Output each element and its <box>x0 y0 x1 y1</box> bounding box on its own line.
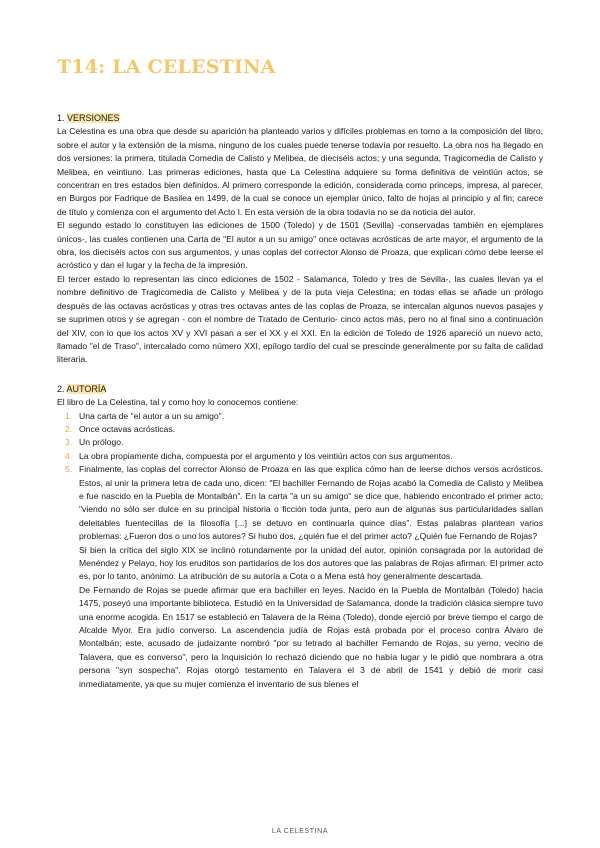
list-item-text: La obra propiamente dicha, compuesta por el argumento y los veintiún actos con sus argumentos. <box>79 450 453 461</box>
document-body <box>57 112 543 691</box>
list-item <box>79 463 543 691</box>
list-item <box>79 450 543 463</box>
paragraph: La Celestina es una obra que desde su aparición ha planteado varios y difíciles problemas en torno a la composición del libro, sobre el autor y la extensión de la misma, ninguno de los cuales puede tenerse todavía por resuelto. La obra nos ha llegado en dos versiones: la primera, titulada Comedia de Calisto y Melibea, de dieciséis actos; y una segunda, Tragicomedia de Calisto y Melibea, en veintiuno. Las primeras ediciones, hasta que La Celestina adquiere su forma definitiva de veintiún actos, se concentran en tres estados bien definidos. Al primero corresponde la edición, considerada como princeps, impresa, al parecer, en Burgos por Fadrique de Basilea en 1499, de la cual se conoce un ejemplar único, falto de hojas al principio y al fin; carece de título y comienza con el argumento del Acto I. En esta versión de la obra todavía no se da noticia del autor. <box>57 126 543 217</box>
list-item-text: Una carta de "el autor a un su amigo". <box>79 410 225 421</box>
paragraph: Si bien la crítica del siglo XIX se inclinó rotundamente por la unidad del autor, opinión consagrada por la autoridad de Menéndez y Pelayo, hoy los eruditos son partidarios de los dos autores que las palabras de Rojas afirman. El primer acto es, por lo tanto, anónimo. La atribución de su autoría a Cota o a Mena está hoy generalmente descartada. <box>79 544 543 582</box>
section-number: 1. <box>57 113 65 123</box>
paragraph: El tercer estado lo representan las cinco ediciones de 1502 - Salamanca, Toledo y tres de Sevilla-, las cuales llevan ya el nombre definitivo de Tragicomedia de Calisto y Melibea y de la puta vieja Celestina; en todas ellas se añade un prólogo después de las octavas acrósticas y otras tres octavas antes de las coplas de Proaza, se intercalan algunos nuevos pasajes y se suprimen otros y se agregan - con el nombre de Tratado de Centurio- cinco actos más, pero no al final sino a continuación del XIV, con lo que los actos XV y XVI pasan a ser el XX y el XXI. En la edición de Toledo de 1926 apareció un nuevo acto, llamado "el de Traso", intercalado como número XXI, epílogo tardío del cual se prescinde generalmente por su falta de calidad literaria. <box>57 273 543 365</box>
section-heading-versiones <box>57 112 543 125</box>
list-item-text: Finalmente, las coplas del corrector Alonso de Proaza en las que explica cómo han de leerse dichos versos acrósticos. Estos, al unir la primera letra de cada uno, dicen: "El bachiller Fernando de Rojas acabó la Comedia de Calisto y Melibea e fue nascido en la Puebla de Montalbán". En la carta "a un su amigo" se dice que, habiendo encontrado el primer acto, "viendo no sólo ser dulce en su principal historia o ficción toda junta, pero aun de algunas sus particularidades salían deleitables fuentecillas de la filosofía [...] se detuvo en continuarla quince días". Estas palabras plantean varios problemas: ¿Fueron dos o uno los autores? Si hubo dos, ¿quién fue el del primer acto? ¿Quién fue Fernando de Rojas? <box>79 464 543 542</box>
document-title: T14: LA CELESTINA <box>57 56 276 78</box>
section-number: 2. <box>57 383 65 394</box>
contents-list <box>57 410 543 692</box>
list-item <box>79 410 543 423</box>
list-item <box>79 423 543 436</box>
paragraph: El segundo estado lo constituyen las ediciones de 1500 (Toledo) y de 1501 (Sevilla) -conservadas también en ejemplares únicos-, las cuales contienen una Carta de "El autor a un su amigo" once octavas acrósticas de arte mayor, el argumento de la obra, los dieciséis actos con sus argumentos, y unas coplas del corrector Alonso de Proaza, que explican cómo debe leerse el acróstico y dan el lugar y la fecha de la impresión. <box>57 220 543 271</box>
paragraph: De Fernando de Rojas se puede afirmar que era bachiller en leyes. Nacido en la Puebla de Montalbán (Toledo) hacia 1475, poseyó una importante biblioteca. Estudió en la Universidad de Salamanca, donde la tradición clásica siempre tuvo una enorme acogida. En 1517 se estableció en Talavera de la Reina (Toledo), donde ejerció por breve tiempo el cargo de Alcalde Myor. Era judío converso. La ascendencia judía de Rojas está probada por el proceso contra Álvaro de Montalbán; este, acusado de judaizante nombró "por su letrado al bachiller Fernando de Rojas, su yerno, vecino de Talavera, que es converso", pero la Inquisición lo rechazó diciendo que no había lugar y le pidió que nombrara a otra persona "syn sospecha". Rojas otorgó testamento en Talavera el 3 de abril de 1541 y debió de morir casi inmediatamente, ya que su mujer comienza el inventario de sus bienes el <box>79 584 543 689</box>
page-footer: LA CELESTINA <box>271 828 329 835</box>
list-item-text: Un prólogo. <box>79 437 124 448</box>
list-intro: El libro de La Celestina, tal y como hoy lo conocemos contiene: <box>57 397 299 408</box>
section-heading-autoria <box>57 383 543 396</box>
section-title: AUTORÍA <box>66 383 107 394</box>
section-spacer <box>57 367 543 383</box>
list-item <box>79 436 543 449</box>
list-item-text: Once octavas acrósticas. <box>79 423 176 434</box>
section-title: VERSIONES <box>67 113 120 123</box>
